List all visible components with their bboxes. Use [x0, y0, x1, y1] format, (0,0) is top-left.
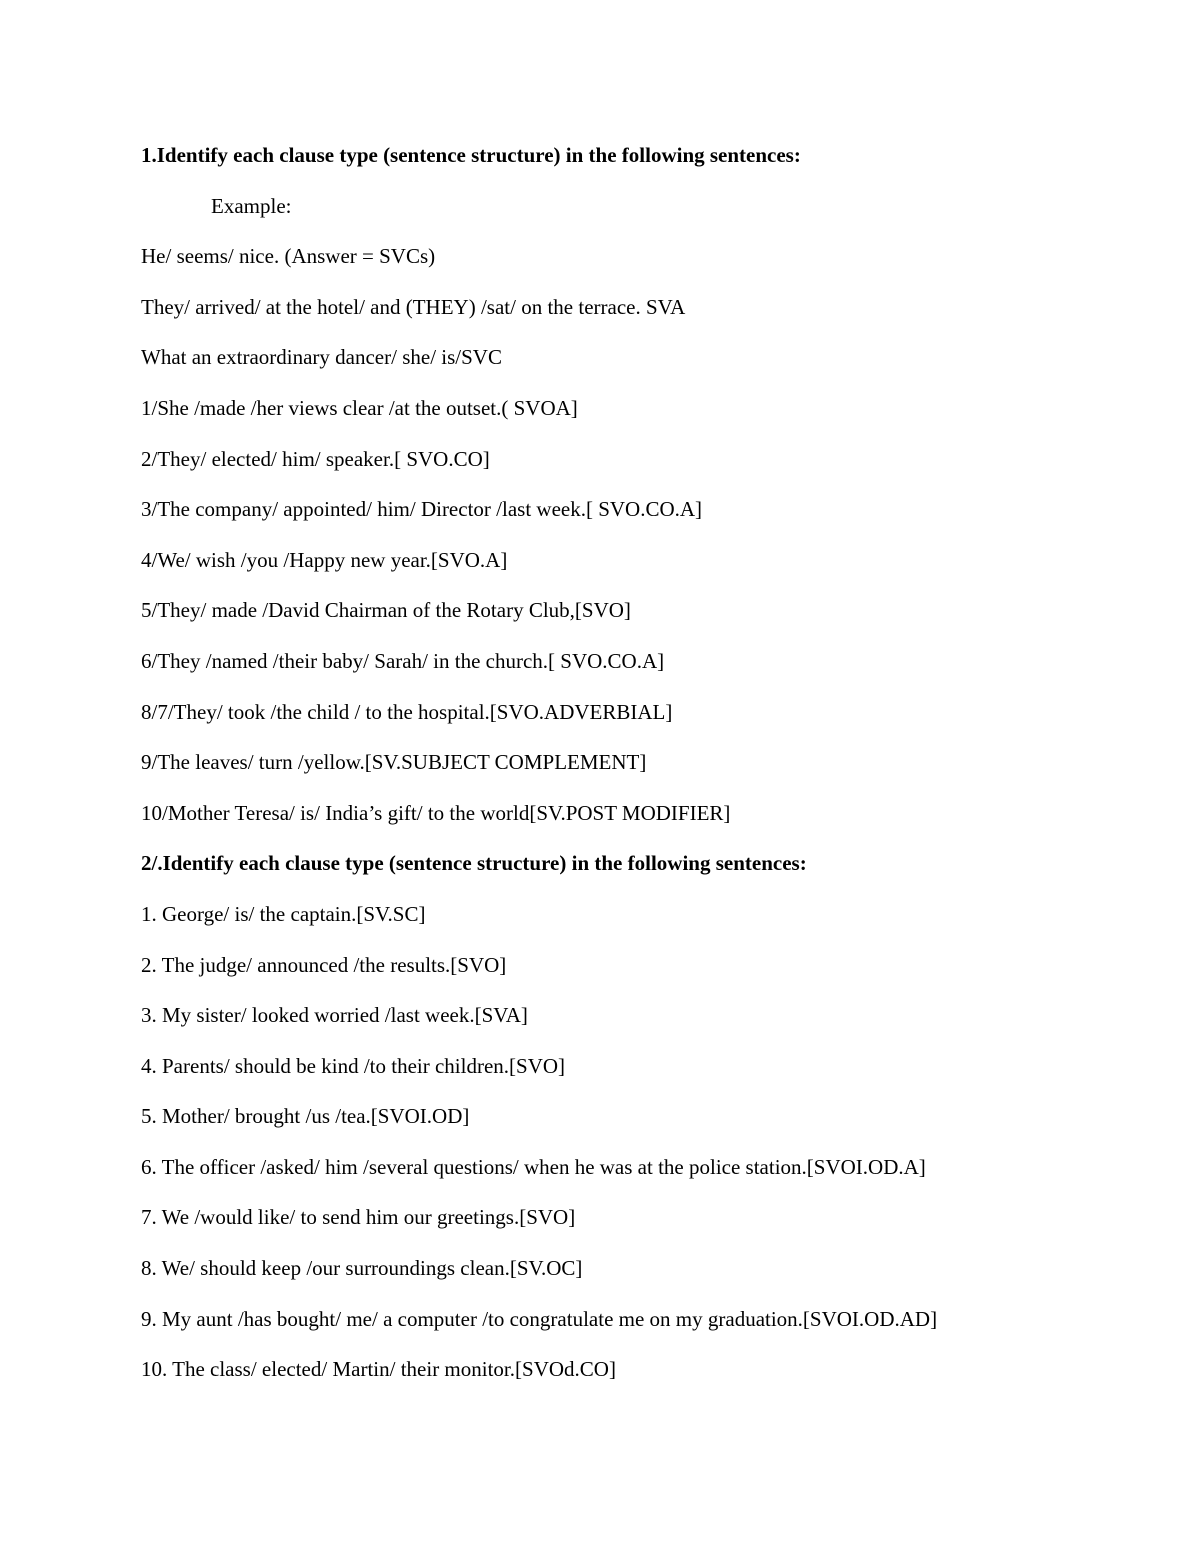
- exercise-item: 5. Mother/ brought /us /tea.[SVOI.OD]: [141, 1104, 470, 1129]
- exercise-item: 7. We /would like/ to send him our greetings.[SVO]: [141, 1205, 576, 1230]
- exercise-item: 3. My sister/ looked worried /last week.[SVA]: [141, 1003, 528, 1028]
- section-2-heading: 2/.Identify each clause type (sentence structure) in the following sentences:: [141, 851, 807, 876]
- example-sentence: What an extraordinary dancer/ she/ is/SVC: [141, 345, 502, 370]
- exercise-item: 6/They /named /their baby/ Sarah/ in the church.[ SVO.CO.A]: [141, 648, 665, 673]
- exercise-item: 9/The leaves/ turn /yellow.[SV.SUBJECT COMPLEMENT]: [141, 750, 647, 775]
- exercise-item: 2. The judge/ announced /the results.[SVO]: [141, 952, 507, 977]
- example-label: Example:: [211, 193, 292, 218]
- exercise-item: 6. The officer /asked/ him /several questions/ when he was at the police station.[SVOI.OD.A]: [141, 1154, 926, 1179]
- example-sentence: They/ arrived/ at the hotel/ and (THEY) /sat/ on the terrace. SVA: [141, 294, 686, 319]
- exercise-item: 8. We/ should keep /our surroundings clean.[SV.OC]: [141, 1256, 583, 1281]
- exercise-item: 1/She /made /her views clear /at the outset.( SVOA]: [141, 395, 578, 420]
- exercise-item: 8/7/They/ took /the child / to the hospital.[SVO.ADVERBIAL]: [141, 699, 673, 724]
- example-sentence: He/ seems/ nice. (Answer = SVCs): [141, 244, 436, 269]
- exercise-item: 4/We/ wish /you /Happy new year.[SVO.A]: [141, 547, 508, 572]
- exercise-item: 10/Mother Teresa/ is/ India’s gift/ to the world[SV.POST MODIFIER]: [141, 800, 731, 825]
- document-page: [141, 141, 1141, 1406]
- exercise-item: 3/The company/ appointed/ him/ Director /last week.[ SVO.CO.A]: [141, 497, 703, 522]
- exercise-item: 1. George/ is/ the captain.[SV.SC]: [141, 901, 426, 926]
- exercise-item: 4. Parents/ should be kind /to their children.[SVO]: [141, 1053, 566, 1078]
- exercise-item: 10. The class/ elected/ Martin/ their monitor.[SVOd.CO]: [141, 1357, 616, 1382]
- exercise-item: 5/They/ made /David Chairman of the Rotary Club,[SVO]: [141, 598, 631, 623]
- section-1-heading: 1.Identify each clause type (sentence structure) in the following sentences:: [141, 143, 801, 167]
- exercise-item: 9. My aunt /has bought/ me/ a computer /to congratulate me on my graduation.[SVOI.OD.AD]: [141, 1306, 938, 1331]
- exercise-item: 2/They/ elected/ him/ speaker.[ SVO.CO]: [141, 446, 490, 471]
